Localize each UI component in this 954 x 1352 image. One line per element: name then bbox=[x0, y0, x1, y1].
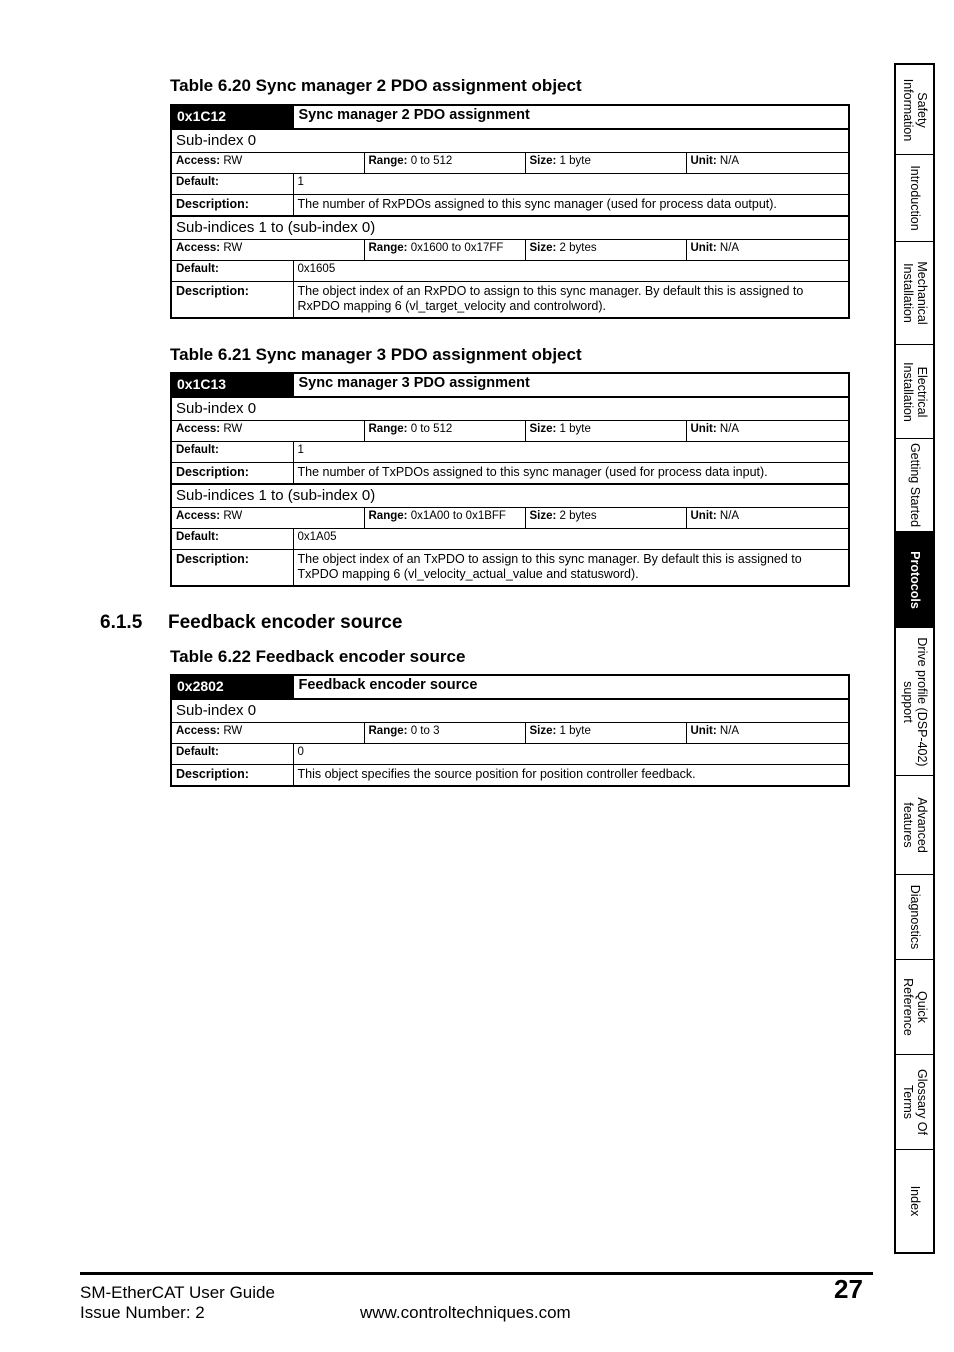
tab-label: Getting Started bbox=[907, 442, 922, 528]
section-number: 6.1.5 bbox=[100, 612, 143, 633]
description-label: Description: bbox=[171, 281, 293, 318]
access-cell: Access: RW bbox=[171, 153, 364, 174]
tab-drive-profile[interactable] bbox=[896, 628, 933, 776]
tab-diagnostics[interactable] bbox=[896, 875, 933, 960]
tab-label: Protocols bbox=[907, 550, 922, 609]
chapter-tabs bbox=[894, 63, 935, 1254]
tab-index[interactable] bbox=[896, 1150, 933, 1252]
object-index: 0x1C13 bbox=[171, 373, 293, 397]
size-cell: Size: 1 byte bbox=[525, 421, 686, 442]
tab-mechanical-installation[interactable] bbox=[896, 242, 933, 345]
size-cell: Size: 2 bytes bbox=[525, 239, 686, 260]
default-label: Default: bbox=[171, 528, 293, 549]
range-cell: Range: 0x1600 to 0x17FF bbox=[364, 239, 525, 260]
description-text: This object specifies the source position for position controller feedback. bbox=[293, 765, 849, 786]
tab-label: Advanced features bbox=[900, 797, 929, 853]
page-number: 27 bbox=[834, 1274, 863, 1304]
object-table-0x1C12 bbox=[170, 104, 850, 319]
unit-cell: Unit: N/A bbox=[686, 421, 849, 442]
object-index: 0x1C12 bbox=[171, 105, 293, 129]
tab-label: Electrical Installation bbox=[900, 361, 929, 422]
description-label: Description: bbox=[171, 463, 293, 484]
range-cell: Range: 0x1A00 to 0x1BFF bbox=[364, 507, 525, 528]
default-value: 0x1605 bbox=[293, 260, 849, 281]
range-cell: Range: 0 to 512 bbox=[364, 153, 525, 174]
tab-advanced-features[interactable] bbox=[896, 776, 933, 875]
size-cell: Size: 2 bytes bbox=[525, 507, 686, 528]
access-cell: Access: RW bbox=[171, 421, 364, 442]
description-text: The number of TxPDOs assigned to this sync manager (used for process data input). bbox=[293, 463, 849, 484]
object-name: Feedback encoder source bbox=[293, 675, 849, 699]
sub-index-title: Sub-indices 1 to (sub-index 0) bbox=[171, 216, 849, 240]
sub-index-title: Sub-index 0 bbox=[171, 129, 849, 153]
tab-label: Index bbox=[907, 1185, 922, 1217]
tab-label: Glossary Of Terms bbox=[900, 1069, 929, 1135]
access-cell: Access: RW bbox=[171, 507, 364, 528]
access-cell: Access: RW bbox=[171, 723, 364, 744]
tab-electrical-installation[interactable] bbox=[896, 345, 933, 439]
default-label: Default: bbox=[171, 260, 293, 281]
tab-label: Quick Reference bbox=[900, 978, 929, 1036]
guide-title: SM-EtherCAT User Guide bbox=[80, 1283, 275, 1302]
size-cell: Size: 1 byte bbox=[525, 153, 686, 174]
default-label: Default: bbox=[171, 744, 293, 765]
unit-cell: Unit: N/A bbox=[686, 153, 849, 174]
footer-divider bbox=[80, 1272, 873, 1275]
tab-label: Diagnostics bbox=[907, 884, 922, 950]
section-heading bbox=[100, 612, 402, 634]
description-text: The object index of an TxPDO to assign to this sync manager. By default this is assigned to TxPDO mapping 6 (vl_velocity_actual_value and statusword). bbox=[293, 549, 849, 586]
website-link[interactable]: www.controltechniques.com bbox=[360, 1303, 571, 1322]
tab-label: Mechanical Installation bbox=[900, 261, 929, 325]
table-caption: Table 6.21 Sync manager 3 PDO assignment object bbox=[170, 345, 582, 364]
description-label: Description: bbox=[171, 549, 293, 586]
section-title: Feedback encoder source bbox=[168, 612, 403, 633]
issue-number: Issue Number: 2 bbox=[80, 1303, 205, 1322]
tab-introduction[interactable] bbox=[896, 155, 933, 242]
sub-index-title: Sub-index 0 bbox=[171, 699, 849, 723]
object-index: 0x2802 bbox=[171, 675, 293, 699]
default-value: 0x1A05 bbox=[293, 528, 849, 549]
default-value: 1 bbox=[293, 174, 849, 195]
tab-protocols[interactable] bbox=[896, 532, 933, 628]
tab-getting-started[interactable] bbox=[896, 439, 933, 532]
default-label: Default: bbox=[171, 174, 293, 195]
range-cell: Range: 0 to 512 bbox=[364, 421, 525, 442]
object-table-0x1C13 bbox=[170, 372, 850, 587]
size-cell: Size: 1 byte bbox=[525, 723, 686, 744]
access-cell: Access: RW bbox=[171, 239, 364, 260]
object-table-0x2802 bbox=[170, 674, 850, 787]
default-value: 0 bbox=[293, 744, 849, 765]
description-text: The object index of an RxPDO to assign to this sync manager. By default this is assigned to RxPDO mapping 6 (vl_target_velocity and controlword). bbox=[293, 281, 849, 318]
tab-label: Safety Information bbox=[900, 78, 929, 141]
object-name: Sync manager 3 PDO assignment bbox=[293, 373, 849, 397]
table-caption: Table 6.22 Feedback encoder source bbox=[170, 647, 466, 666]
tab-glossary-of-terms[interactable] bbox=[896, 1055, 933, 1150]
description-label: Description: bbox=[171, 195, 293, 216]
sub-index-title: Sub-index 0 bbox=[171, 397, 849, 421]
sub-index-title: Sub-indices 1 to (sub-index 0) bbox=[171, 484, 849, 508]
default-value: 1 bbox=[293, 442, 849, 463]
tab-label: Drive profile (DSP-402) support bbox=[900, 636, 929, 767]
default-label: Default: bbox=[171, 442, 293, 463]
unit-cell: Unit: N/A bbox=[686, 507, 849, 528]
unit-cell: Unit: N/A bbox=[686, 239, 849, 260]
unit-cell: Unit: N/A bbox=[686, 723, 849, 744]
description-text: The number of RxPDOs assigned to this sync manager (used for process data output). bbox=[293, 195, 849, 216]
tab-safety-information[interactable] bbox=[896, 65, 933, 155]
tab-quick-reference[interactable] bbox=[896, 960, 933, 1055]
range-cell: Range: 0 to 3 bbox=[364, 723, 525, 744]
table-caption: Table 6.20 Sync manager 2 PDO assignment object bbox=[170, 76, 582, 95]
object-name: Sync manager 2 PDO assignment bbox=[293, 105, 849, 129]
tab-label: Introduction bbox=[907, 165, 922, 231]
description-label: Description: bbox=[171, 765, 293, 786]
